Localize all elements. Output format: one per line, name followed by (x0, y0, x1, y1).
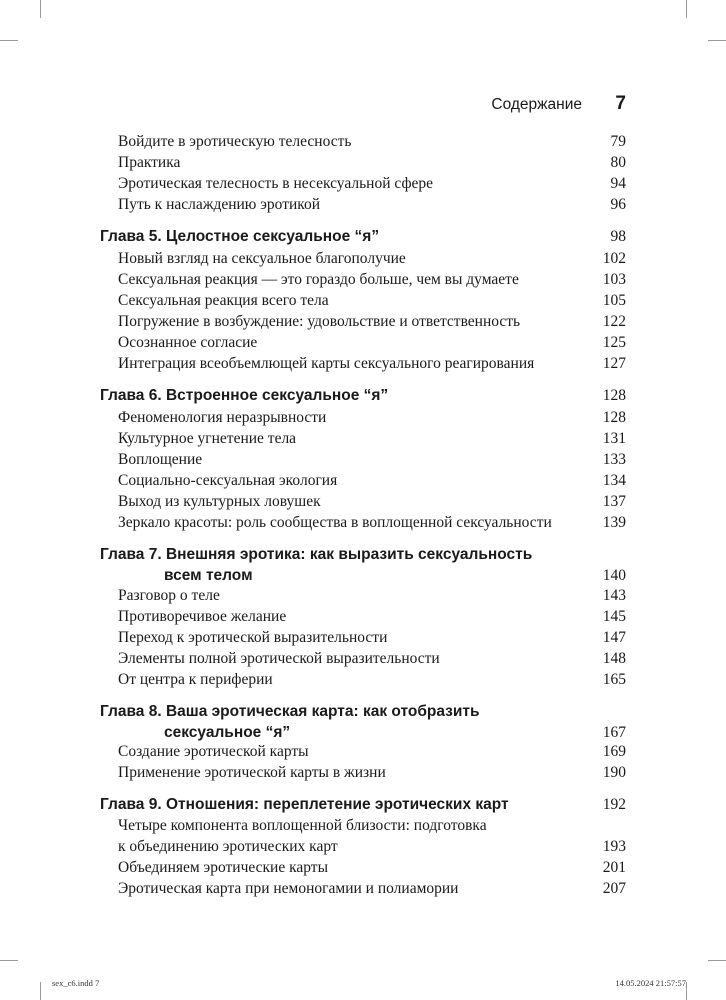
chapter-title: Глава 8. Ваша эротическая карта: как отобразить (100, 703, 480, 720)
toc-entry[interactable] (118, 449, 626, 470)
chapter-title: Глава 9. Отношения: переплетение эротических карт (100, 796, 509, 813)
toc-entry-page: 139 (602, 514, 626, 531)
toc-entry[interactable] (118, 512, 626, 533)
toc-entry[interactable] (118, 353, 626, 374)
toc-entry-label: Интеграция всеобъемлющей карты сексуального реагирования (118, 355, 535, 372)
toc-entry-page: 165 (602, 671, 626, 688)
toc-entry-page: 96 (610, 196, 626, 213)
toc-entry-label: Феноменология неразрывности (118, 409, 327, 426)
toc-entry-label: Четыре компонента воплощенной близости: подготовка (118, 817, 487, 834)
toc-entry-page: 102 (602, 250, 626, 267)
toc-entry[interactable] (118, 878, 626, 899)
toc-entry[interactable] (118, 332, 626, 353)
toc-entry[interactable] (118, 428, 626, 449)
toc-entry-page: 103 (602, 271, 626, 288)
toc-entry-page: 122 (602, 313, 626, 330)
toc-entry-label: Объединяем эротические карты (118, 859, 328, 876)
toc-entry-page: 147 (602, 629, 626, 646)
chapter-title-continued: сексуальное “я” (164, 724, 291, 741)
toc-entry-label: Новый взгляд на сексуальное благополучие (118, 250, 406, 267)
toc-entry-label: Культурное угнетение тела (118, 430, 297, 447)
toc-entry-page: 133 (602, 451, 626, 468)
toc-entry-page: 169 (602, 743, 626, 760)
toc-entry-label: Применение эротической карты в жизни (118, 764, 386, 781)
toc-entry[interactable] (118, 311, 626, 332)
toc-entry-page: 105 (602, 292, 626, 309)
toc-entry[interactable] (118, 762, 626, 783)
toc-entry[interactable] (118, 815, 626, 857)
toc-entry-label: Противоречивое желание (118, 608, 287, 625)
toc-entry[interactable] (118, 470, 626, 491)
toc-entry-page: 127 (602, 355, 626, 372)
toc-entry[interactable] (118, 152, 626, 173)
toc-entry[interactable] (118, 407, 626, 428)
toc-entry-label: Зеркало красоты: роль сообщества в воплощенной сексуальности (118, 514, 552, 531)
toc-entry-label: Войдите в эротическую телесность (118, 133, 352, 150)
toc-entry-page: 143 (602, 587, 626, 604)
toc-entry-label: Воплощение (118, 451, 203, 468)
toc-entry[interactable] (118, 248, 626, 269)
chapter-title: Глава 7. Внешняя эротика: как выразить сексуальность (100, 546, 533, 563)
print-slug (0, 978, 726, 992)
page-number: 7 (615, 93, 626, 114)
toc-entry-label: Сексуальная реакция — это гораздо больше, чем вы думаете (118, 271, 519, 288)
toc-entry[interactable] (118, 585, 626, 606)
toc-entry[interactable] (118, 290, 626, 311)
toc-entry-page: 128 (602, 409, 626, 426)
toc-entry[interactable] (118, 857, 626, 878)
chapter-page: 167 (602, 724, 626, 741)
toc-entry-page: 201 (602, 859, 626, 876)
toc-entry-page: 145 (602, 608, 626, 625)
toc-entry-page: 148 (602, 650, 626, 667)
toc-entry-label: Путь к наслаждению эротикой (118, 196, 321, 213)
toc-entry-label: Выход из культурных ловушек (118, 493, 321, 510)
toc-entry[interactable] (118, 269, 626, 290)
toc-entry[interactable] (118, 741, 626, 762)
toc-entry-page: 125 (602, 334, 626, 351)
chapter-page: 128 (602, 387, 626, 404)
toc-entry-label: Элементы полной эротической выразительности (118, 650, 440, 667)
chapter-page: 192 (602, 796, 626, 813)
toc-entry-page: 80 (610, 154, 626, 171)
toc-entry[interactable] (118, 491, 626, 512)
toc-entry-label: Социально-сексуальная экология (118, 472, 338, 489)
toc-entry-page: 94 (610, 175, 626, 192)
toc-entry[interactable] (118, 648, 626, 669)
toc-entry-page: 137 (602, 493, 626, 510)
chapter-heading[interactable] (100, 701, 626, 743)
chapter-heading[interactable] (100, 544, 626, 586)
slug-timestamp: 14.05.2024 21:57:57 (615, 978, 686, 988)
toc-entry-label: Погружение в возбуждение: удовольствие и ответственность (118, 313, 521, 330)
toc-entry-label: Разговор о теле (118, 587, 220, 604)
toc-entry-label: Осознанное согласие (118, 334, 258, 351)
toc-entry-page: 134 (602, 472, 626, 489)
toc-entry[interactable] (118, 173, 626, 194)
toc-entry-label: Эротическая карта при немоногамии и полиамории (118, 880, 459, 897)
toc-entry[interactable] (118, 131, 626, 152)
toc-entry[interactable] (118, 606, 626, 627)
toc-entry-label: Эротическая телесность в несексуальной сфере (118, 175, 434, 192)
toc-entry-label: Переход к эротической выразительности (118, 629, 388, 646)
toc-entry[interactable] (118, 194, 626, 215)
toc-entry-page: 193 (602, 838, 626, 855)
toc-entry-page: 79 (610, 133, 626, 150)
toc-entry[interactable] (118, 627, 626, 648)
toc-entry-page: 190 (602, 764, 626, 781)
chapter-page: 98 (610, 228, 626, 245)
chapter-title: Глава 6. Встроенное сексуальное “я” (100, 387, 389, 404)
toc-entry-label: Создание эротической карты (118, 743, 309, 760)
chapter-title-continued: всем телом (164, 567, 253, 584)
toc-entry-label: От центра к периферии (118, 671, 273, 688)
toc-entry-label: Практика (118, 154, 181, 171)
slug-filename: sex_c6.indd 7 (52, 978, 100, 988)
toc-entry[interactable] (118, 669, 626, 690)
toc-entry-label: Сексуальная реакция всего тела (118, 292, 329, 309)
toc-entry-page: 207 (602, 880, 626, 897)
chapter-page: 140 (602, 567, 626, 584)
toc-entry-label-continued: к объединению эротических карт (118, 838, 338, 855)
running-title: Содержание (491, 96, 582, 113)
chapter-title: Глава 5. Целостное сексуальное “я” (100, 228, 380, 245)
toc-entry-page: 131 (602, 430, 626, 447)
